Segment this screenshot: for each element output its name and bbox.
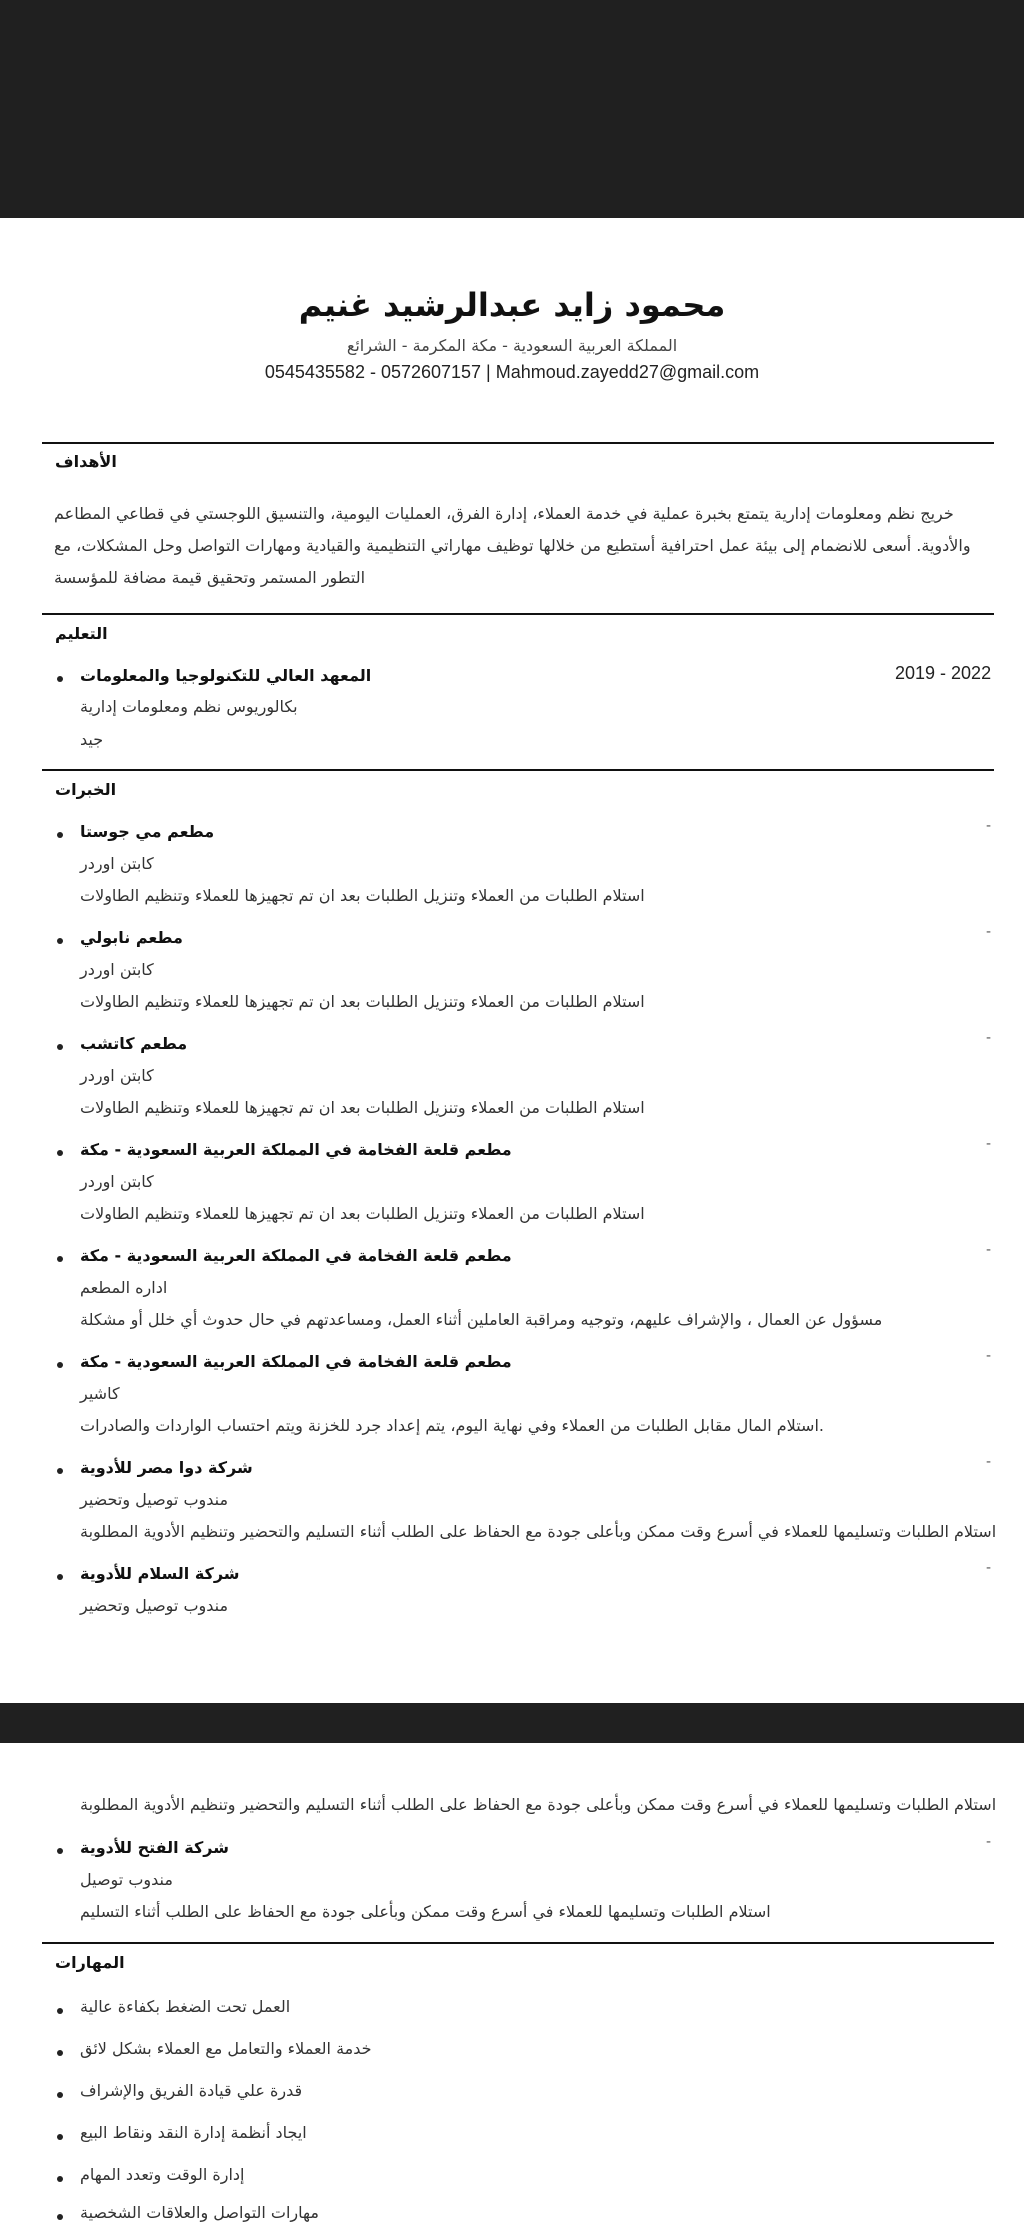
experience-company: شركة دوا مصر للأدوية: [80, 1458, 253, 1477]
education-title: التعليم: [55, 624, 108, 643]
experience-company: مطعم نابولي: [80, 928, 183, 947]
experience-role: كابتن اوردر: [80, 960, 154, 979]
page-break-band: [0, 1703, 1024, 1743]
entry-dash: -: [986, 818, 992, 834]
experience-desc: استلام الطلبات من العملاء وتنزيل الطلبات بعد ان تم تجهيزها للعملاء وتنظيم الطاولات: [80, 992, 645, 1011]
candidate-name: محمود زايد عبدالرشيد غنيم: [298, 286, 726, 324]
experience-desc: .استلام المال مقابل الطلبات من العملاء وفي نهاية اليوم، يتم إعداد جرد للخزنة ويتم احتساب الواردات والصادرات: [80, 1416, 824, 1435]
bullet: [57, 2008, 63, 2014]
skill-item: العمل تحت الضغط بكفاءة عالية: [80, 1997, 291, 2016]
education-institution: المعهد العالي للتكنولوجيا والمعلومات: [80, 666, 372, 685]
entry-dash: -: [986, 1560, 992, 1576]
bullet: [57, 1362, 63, 1368]
entry-dash: -: [986, 1834, 992, 1850]
experience-role: كاشير: [80, 1384, 120, 1403]
skill-item: إدارة الوقت وتعدد المهام: [80, 2165, 245, 2184]
experience-company: مطعم كاتشب: [80, 1034, 188, 1053]
entry-dash: -: [986, 924, 992, 940]
skill-item: ايجاد أنظمة إدارة النقد ونقاط البيع: [80, 2123, 307, 2142]
bullet: [57, 2134, 63, 2140]
section-divider: [42, 442, 994, 444]
skills-title: المهارات: [55, 1953, 125, 1972]
bullet: [57, 1044, 63, 1050]
objectives-line: خريج نظم ومعلومات إدارية يتمتع بخبرة عملية في خدمة العملاء، إدارة الفرق، العمليات اليومية، والتنسيق اللوجستي في قطاعي المطاعم: [54, 504, 954, 523]
experience-role: مندوب توصيل: [80, 1870, 173, 1889]
bullet: [57, 1150, 63, 1156]
experience-role: اداره المطعم: [80, 1278, 168, 1297]
bullet: [57, 2050, 63, 2056]
bullet: [57, 1848, 63, 1854]
bullet: [57, 676, 63, 682]
objectives-title: الأهداف: [55, 452, 117, 471]
experience-role: كابتن اوردر: [80, 854, 154, 873]
experience-desc: استلام الطلبات من العملاء وتنزيل الطلبات بعد ان تم تجهيزها للعملاء وتنظيم الطاولات: [80, 1204, 645, 1223]
bullet: [57, 1468, 63, 1474]
objectives-line: التطور المستمر وتحقيق قيمة مضافة للمؤسسة: [54, 568, 366, 587]
experience-company: مطعم مي جوستا: [80, 822, 215, 841]
education-years: 2019 - 2022: [895, 663, 992, 683]
skill-item: خدمة العملاء والتعامل مع العملاء بشكل لائق: [80, 2039, 372, 2058]
section-divider: [42, 613, 994, 615]
top-dark-band: [0, 0, 1024, 218]
experience-company: مطعم قلعة الفخامة في المملكة العربية السعودية - مكة: [80, 1246, 512, 1265]
bullet: [57, 1574, 63, 1580]
entry-dash: -: [986, 1348, 992, 1364]
objectives-line: والأدوية. أسعى للانضمام إلى بيئة عمل احترافية أستطيع من خلالها توظيف مهاراتي التنظيمية والقيادية ومهارات التواصل وحل المشكلات، مع: [54, 536, 971, 555]
experience-role: مندوب توصيل وتحضير: [80, 1490, 229, 1509]
entry-dash: -: [986, 1136, 992, 1152]
entry-dash: -: [986, 1242, 992, 1258]
education-degree: بكالوريوس نظم ومعلومات إدارية: [80, 697, 298, 716]
experience-company: مطعم قلعة الفخامة في المملكة العربية السعودية - مكة: [80, 1352, 512, 1371]
experience-company: شركة الفتح للأدوية: [80, 1838, 229, 1857]
entry-dash: -: [986, 1030, 992, 1046]
bullet: [57, 832, 63, 838]
experience-company: شركة السلام للأدوية: [80, 1564, 240, 1583]
education-grade: جيد: [80, 730, 104, 749]
experience-role: كابتن اوردر: [80, 1172, 154, 1191]
experience-title: الخبرات: [55, 780, 117, 799]
objectives-text: [54, 498, 994, 594]
candidate-contact: 0545435582 - 0572607157 | Mahmoud.zayedd27@gmail.com: [264, 362, 760, 382]
bullet: [57, 1256, 63, 1262]
experience-desc: استلام الطلبات وتسليمها للعملاء في أسرع وقت ممكن وبأعلى جودة مع الحفاظ على الطلب أثناء التسليم والتحضير وتنظيم الأدوية المطلوبة: [80, 1795, 997, 1814]
experience-company: مطعم قلعة الفخامة في المملكة العربية السعودية - مكة: [80, 1140, 512, 1159]
skill-item: قدرة علي قيادة الفريق والإشراف: [80, 2081, 303, 2100]
section-divider: [42, 769, 994, 771]
resume-header: [0, 280, 1024, 386]
bullet: [57, 938, 63, 944]
bullet: [57, 2214, 63, 2220]
candidate-location: المملكة العربية السعودية - مكة المكرمة - الشرائع: [346, 336, 678, 355]
experience-desc: استلام الطلبات وتسليمها للعملاء في أسرع وقت ممكن وبأعلى جودة مع الحفاظ على الطلب أثناء التسليم: [80, 1902, 771, 1921]
experience-desc: مسؤول عن العمال ، والإشراف عليهم، وتوجيه ومراقبة العاملين أثناء العمل، ومساعدتهم في حال حدوث أي خلل أو مشكلة: [80, 1310, 883, 1329]
experience-role: كابتن اوردر: [80, 1066, 154, 1085]
experience-desc: استلام الطلبات وتسليمها للعملاء في أسرع وقت ممكن وبأعلى جودة مع الحفاظ على الطلب أثناء التسليم والتحضير وتنظيم الأدوية المطلوبة: [80, 1522, 997, 1541]
skill-item: مهارات التواصل والعلاقات الشخصية: [80, 2203, 319, 2222]
experience-desc: استلام الطلبات من العملاء وتنزيل الطلبات بعد ان تم تجهيزها للعملاء وتنظيم الطاولات: [80, 886, 645, 905]
bullet: [57, 2176, 63, 2182]
bullet: [57, 2092, 63, 2098]
experience-desc: استلام الطلبات من العملاء وتنزيل الطلبات بعد ان تم تجهيزها للعملاء وتنظيم الطاولات: [80, 1098, 645, 1117]
section-divider: [42, 1942, 994, 1944]
entry-dash: -: [986, 1454, 992, 1470]
experience-role: مندوب توصيل وتحضير: [80, 1596, 229, 1615]
